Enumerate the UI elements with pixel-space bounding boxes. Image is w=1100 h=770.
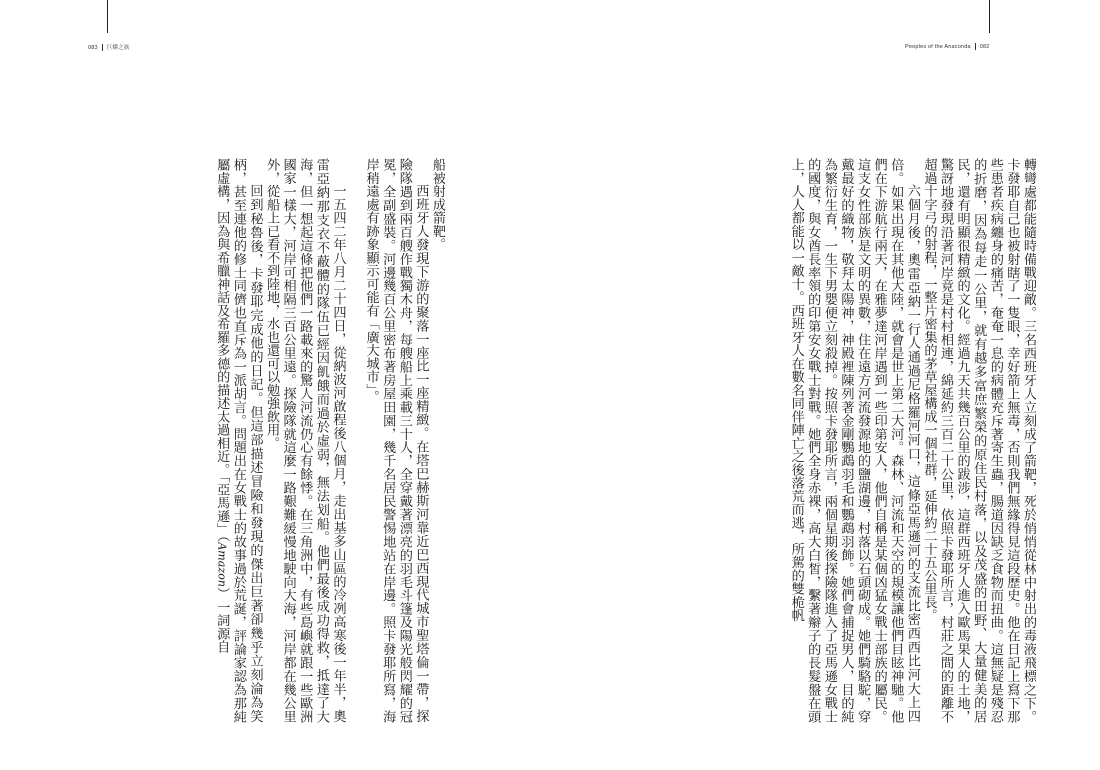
paragraph: 回到秘魯後，卡發耶完成他的日記。但這部描述冒險和發現的傑出巨著卻幾乎立刻淪為笑柄，甚至連他的修士同儕也直斥為一派胡言。問題出在女戰士的故事過於荒誕，評論家認為那純屬虛構，因為與希臘神話及希羅多德的描述太過相近。「亞馬遜」（Amazon）一詞源自 [214,158,263,723]
book-title-chinese: 巨蟒之族 [106,45,130,51]
left-page-body [85,158,445,723]
page-number-right: 082 [979,43,990,50]
paragraph: 船被射成箭靶。 [430,158,445,251]
book-title-english: Peoples of the Anaconda [905,43,971,50]
running-header-right [905,43,990,50]
page-number-left: 083 [88,45,98,51]
paragraph: 轉彎處都能隨時備戰迎敵。三名西班牙人立刻成了箭靶，死於悄悄從林中射出的毒液飛標之下。卡發耶自己也被射瞎了一隻眼，幸好箭上無毒，否則我們無緣得見這段歷史。他在日記上寫下那些患者疾病纏身的痛苦，奄奄一息的病體充斥著寄生蟲，腸道因缺乏食物而扭曲。這無疑是殘忍的折磨，因為每走一公里，就有越多富庶繁榮的原住民村落，以及茂盛的田野、大量健美的居民，還有明顯很精緻的文化。經過九天共幾百公里的跋涉，這群西班牙人進入歐馬果人的土地，驚訝地發現沿著河岸竟是村村相連，綿延約三百二十公里，依照卡發耶所言，村莊之間的距離不超過十字弓的射程，一整片密集的茅草屋構成一個社群，延伸約二十五公里長。 [921,158,1036,723]
paragraph: 一五四二年八月二十四日，從納波河啟程後八個月，走出基多山區的冷冽高寒後一年半，奧雷亞納那支衣不蔽體的隊伍已經因飢餓而過於虛弱，無法划船。他們最後成功得救，抵達了大海，但一想起這條把他們一路載來的驚人河流仍心有餘悸。在三角洲中，有些島嶼就跟一些歐洲國家一樣大，河岸可相隔三百公里遠。探險隊就這麼一路艱難緩慢地駛向大海，河岸都在幾公里外，從船上已看不到陸地，水也還可以勉強飲用。 [264,158,346,723]
crop-rule-left [107,0,108,33]
running-header-left [88,43,130,51]
latin-term: Amazon [215,542,229,588]
header-separator [102,44,103,51]
crop-rule-right [989,0,990,33]
right-page-body [656,158,1036,723]
header-separator [975,43,976,50]
paragraph: 西班牙人發現下游的聚落一座比一座精緻。在塔巴赫斯河靠近巴西現代城市聖塔倫一帶，探險隊遇到兩百艘作戰獨木舟，每艘船上乘載三十人，全穿戴著漂亮的羽毛斗篷及陽光般閃耀的冠冕，全副盛裝。河邊幾百公里密布著房屋田園，幾千名居民警惕地站在岸邊。照卡發耶所寫，海岸稍遠處有跡象顯示可能有「廣大城市」。 [363,158,429,723]
paragraph: 六個月後，奧雷亞納一行人通過尼格羅河河口，這條亞馬遜河的支流比密西西比河大上四倍。如果出現在其他大陸，就會是世上第二大河。森林、河流和天空的規模讓他們目眩神馳。他們在下游航行兩天，在雅夢達河岸遇到一些印第安人，他們自稱是某個凶猛女戰士部族的屬民。這支女性部族是文明的異數，住在遠方河流發源地的鹽湖邊，村落以石頭砌成。她們騎駱駝，穿戴最好的織物，敬拜太陽神，神殿裡陳列著金剛鸚鵡羽毛和鸚鵡羽飾。她們會捕捉男人，目的純為繁衍生育，一生下男嬰便立刻殺掉。按照卡發耶所言，兩個星期後探險隊進入了亞馬遜女戰士的國度，與女酋長率領的印第安女戰士對戰。她們全身赤裸，高大白皙，繫著辮子的長髮盤在頭上，人人都能以一敵十。西班牙人在數名同伴陣亡之後落荒而逃，所駕的雙桅帆 [788,158,920,723]
